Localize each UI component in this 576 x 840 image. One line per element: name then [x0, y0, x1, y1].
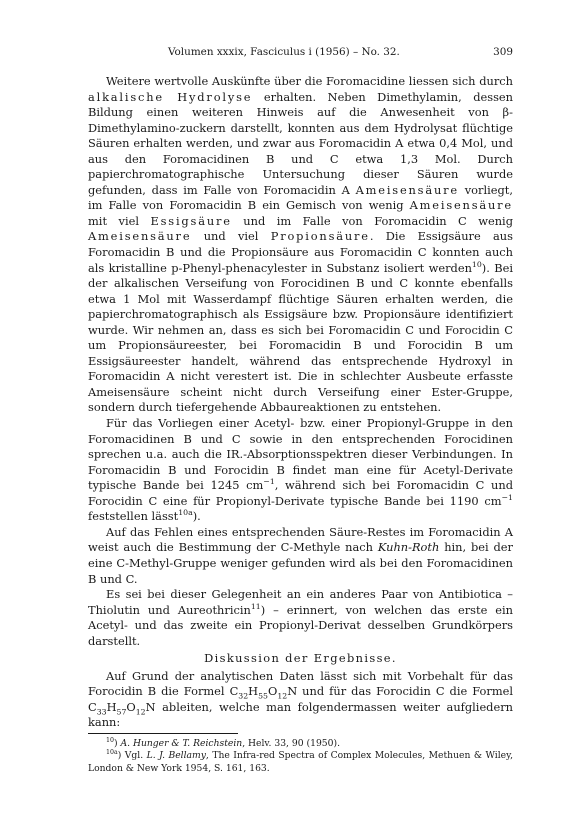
text-run: H: [248, 684, 259, 699]
subscript: 57: [116, 707, 127, 717]
text-run: , The Infra-red Spectra of Complex Molecules, Methuen & Wiley, London & New York 1954, S. 161, 163.: [88, 750, 513, 774]
text-run: O: [267, 684, 278, 699]
footnote-rule: [88, 733, 238, 734]
superscript: −1: [263, 477, 275, 487]
text-run: ): [113, 737, 121, 749]
text-run: Auf das Fehlen eines entsprechenden Säure-Restes im Foromacidin A weist auch die Bestimmung der C-Methyle nach: [88, 524, 513, 555]
text-run: und viel: [191, 229, 271, 244]
text-run: Für das Vorliegen einer Acetyl- bzw. einer Propionyl-Gruppe in den Foromacidinen B und C sowie in den entsprechenden Forocidinen sprechen u.a. auch die IR.-Absorptionsspektren dieser Verbindungen. In Foromacidin B und Forocidin B findet man eine für Acetyl-Derivate typische Bande bei 1245 cm: [88, 416, 513, 493]
paragraph: [88, 525, 513, 587]
footnote: [88, 750, 513, 775]
text-run: Weitere wertvolle Auskünfte über die Foromacidine liessen sich durch: [106, 74, 513, 88]
spaced-emphasis: Essigsäure: [150, 213, 232, 228]
text-run: . Die Essigsäure aus Foromacidin B und die Propionsäure aus Foromacidin C konnten auch als kristalline p-Phenyl-phenacylester in Substanz isoliert werden: [88, 229, 513, 275]
running-header: [88, 44, 513, 60]
text-run: ). Bei der alkalischen Verseifung von Forocidinen B und C konnte ebenfalls etwa 1 Mol mit Wasserdampf flüchtige Säuren erhalten werden, die papierchromatographisch als Essigsäure bzw. Propionsäure identifiziert wurde. Wir nehmen an, dass es sich bei Foromacidin C und Forocidin C um Propionsäureester, bei Foromacidin B und Forocidin B um Essigsäureester handelt, während das entsprechende Hydroxyl in Foromacidin A nicht verestert ist. Die in schlechter Ausbeute erfasste Ameisensäure scheint nicht durch Verseifung einer Ester-Gruppe, sondern durch tiefergehende Abbaureaktionen zu entstehen.: [88, 260, 513, 415]
superscript: 10: [471, 259, 482, 269]
text-run: erhalten. Neben Dimethylamin, dessen Bildung einen weiteren Hinweis auf die Anwesenheit von β-Dimethylamino-zuckern darstellt, konnten aus dem Hydrolysat flüchtige Säuren erhalten werden, und zwar aus Foromacidin A etwa 0,4 Mol, und aus den Foromacidinen B und C etwa 1,3 Mol. Durch papierchromatographische Untersuchung dieser Säuren wurde gefunden, dass im Falle von Foromacidin A: [88, 89, 513, 197]
subscript: 12: [277, 691, 288, 701]
text-run: O: [126, 699, 136, 714]
spaced-emphasis: Ameisensäure: [355, 182, 459, 197]
italic-text: A. Hunger & T. Reichstein: [120, 737, 243, 749]
section-heading: Diskussion der Ergebnisse.: [204, 651, 397, 666]
body-paragraphs: [88, 74, 513, 649]
spaced-emphasis: alkalische Hydrolyse: [88, 89, 253, 104]
text-run: ) Vgl.: [117, 750, 147, 762]
superscript: −1: [501, 492, 513, 502]
text-run: und im Falle von Foromacidin C wenig: [231, 213, 513, 228]
text-run: , während sich bei Foromacidin C und Forocidin C eine für Propionyl-Derivate typische Bande bei 1190 cm: [88, 478, 514, 508]
running-title: Volumen xxxix, Fasciculus i (1956) – No. 32.: [168, 46, 400, 58]
italic-text: Kuhn-Roth: [377, 540, 440, 555]
text-run: Es sei bei dieser Gelegenheit an ein anderes Paar von Antibiotica – Thiolutin und Aureothricin: [88, 587, 513, 617]
article-body: [88, 74, 513, 731]
page-number: 309: [493, 46, 513, 58]
subscript: 33: [96, 707, 107, 717]
text-run: N ableiten, welche man folgendermassen weiter aufgliedern kann:: [88, 699, 513, 730]
paragraph: [88, 587, 513, 649]
spaced-emphasis: Ameisensäure: [409, 198, 513, 213]
text-run: H: [106, 699, 117, 714]
italic-text: L. J. Bellamy: [146, 750, 206, 762]
superscript: 10a: [178, 508, 193, 518]
superscript: 10a: [106, 749, 118, 757]
paragraph: [88, 416, 513, 525]
footnotes: [88, 738, 513, 775]
text-run: mit viel: [88, 213, 151, 228]
text-run: feststellen lässt: [88, 509, 179, 524]
superscript: 11: [250, 601, 261, 611]
final-paragraph: [88, 669, 513, 731]
footnote: [88, 738, 513, 750]
text-run: ) – erinnert, von welchen das erste ein Acetyl- und das zweite ein Propionyl-Derivat desselben Grundkörpers darstellt.: [88, 602, 513, 648]
text-run: vorliegt, im Falle von Foromacidin B ein Gemisch von wenig: [88, 182, 513, 213]
subscript: 55: [258, 691, 268, 701]
text-run: , Helv. 33, 90 (1950).: [242, 737, 340, 749]
paragraph: [88, 74, 513, 416]
text-run: hin, bei der eine C-Methyl-Gruppe weniger gefunden wird als bei den Foromacidinen B und C.: [88, 540, 513, 586]
text-run: N und für das Forocidin C die Formel C: [88, 684, 514, 714]
superscript: 10: [106, 736, 114, 744]
text-run: ).: [192, 509, 201, 524]
spaced-emphasis: Ameisensäure: [88, 229, 192, 244]
spaced-emphasis: Propionsäure: [270, 229, 370, 244]
journal-page: [88, 44, 513, 775]
text-run: Auf Grund der analytischen Daten lässt sich mit Vorbehalt für das Forocidin B die Formel C: [88, 668, 513, 699]
subscript: 12: [135, 707, 146, 717]
subscript: 32: [238, 691, 249, 701]
